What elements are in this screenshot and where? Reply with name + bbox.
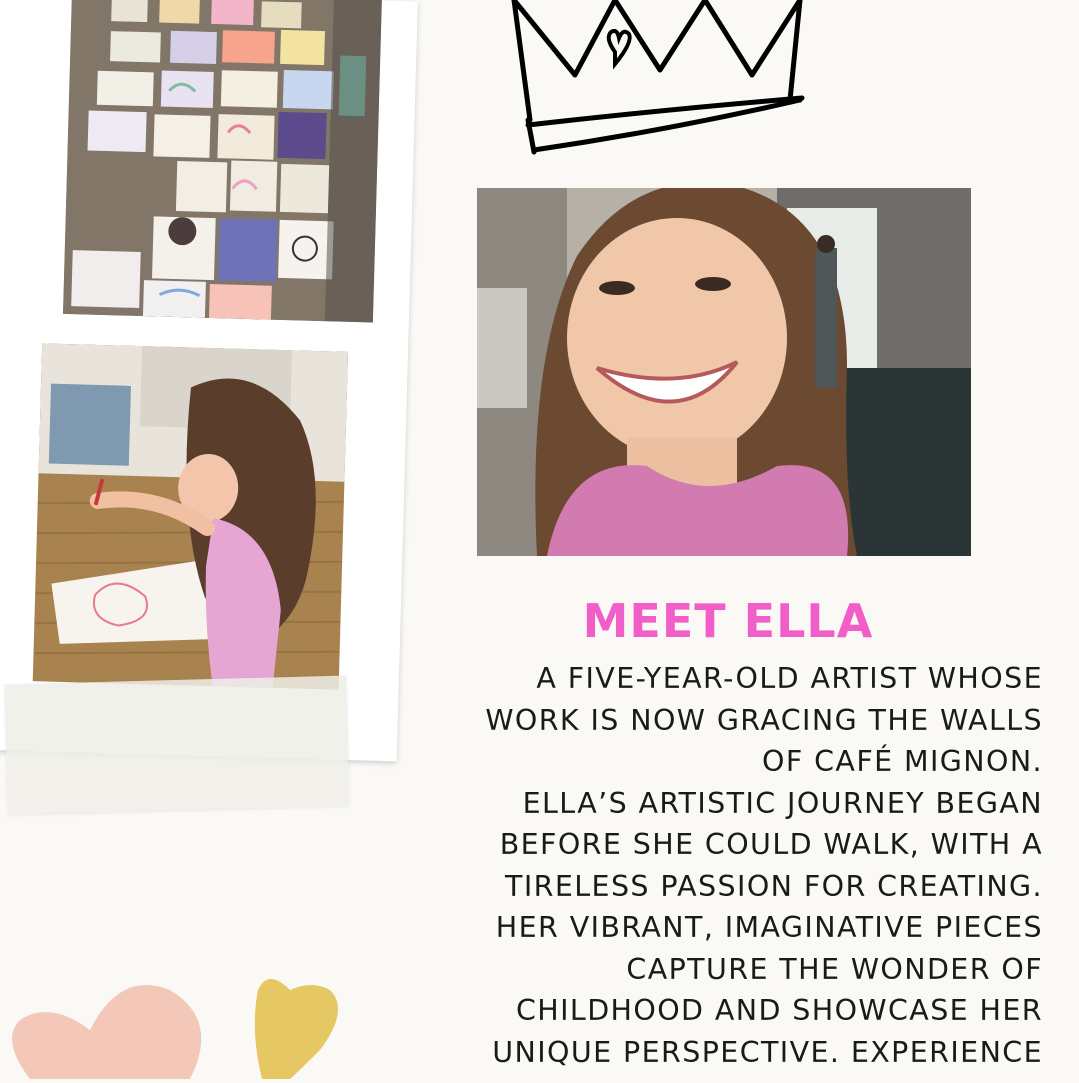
artwork-floor-illustration — [63, 0, 382, 323]
bio-paragraph — [400, 658, 1043, 1073]
ella-drawing-illustration — [33, 343, 348, 689]
bio-line: CHILDHOOD AND SHOWCASE HER — [515, 994, 1043, 1027]
bio-line: TIRELESS PASSION FOR CREATING. — [505, 869, 1043, 903]
page-title: MEET ELLA — [582, 594, 874, 648]
bio-line: A FIVE-YEAR-OLD ARTIST WHOSE — [536, 662, 1043, 695]
artwork-floor-photo — [63, 0, 382, 323]
bio-line: ELLA’S ARTISTIC JOURNEY BEGAN — [522, 786, 1043, 820]
bio-line: CAPTURE THE WONDER OF — [626, 952, 1043, 986]
bio-line: OF CAFÉ MIGNON. — [762, 745, 1043, 778]
crown-icon — [500, 0, 820, 164]
ella-portrait-illustration — [477, 188, 971, 556]
bio-line: HER VIBRANT, IMAGINATIVE PIECES — [495, 911, 1043, 944]
ella-drawing-photo — [33, 343, 348, 689]
photo-strip — [0, 0, 418, 761]
ella-portrait-photo — [477, 188, 971, 556]
bio-line: WORK IS NOW GRACING THE WALLS — [485, 703, 1043, 737]
pink-heart-icon — [12, 985, 201, 1079]
bio-line: UNIQUE PERSPECTIVE. EXPERIENCE — [492, 1035, 1043, 1069]
hearts-decoration — [0, 960, 360, 1083]
tape-strip — [4, 676, 349, 815]
gold-heart-icon — [255, 979, 338, 1079]
bio-line: BEFORE SHE COULD WALK, WITH A — [499, 828, 1043, 861]
